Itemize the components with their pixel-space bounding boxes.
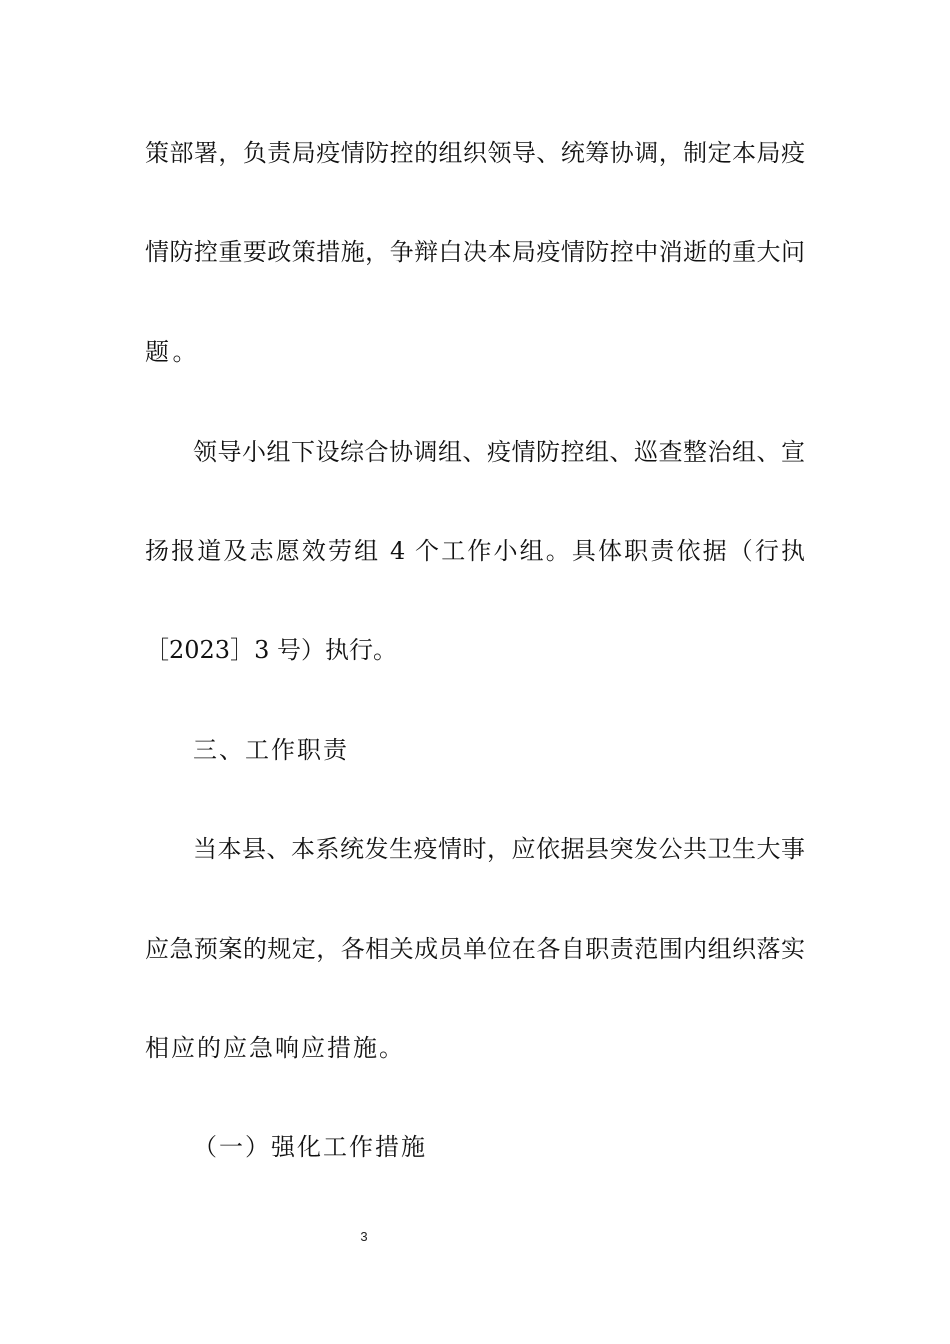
section-heading: 三、工作职责 [193, 736, 349, 764]
paragraph-3-line-1: 当本县、本系统发生疫情时，应依据县突发公共卫生大事 [193, 835, 805, 863]
paragraph-2-line-2: 扬报道及志愿效劳组 4 个工作小组。具体职责依据（行执 [145, 537, 805, 565]
paragraph-1-line-3: 题。 [145, 338, 200, 366]
paragraph-1-line-1: 策部署，负责局疫情防控的组织领导、统筹协调，制定本局疫 [145, 139, 805, 167]
subsection-heading: （一）强化工作措施 [193, 1133, 427, 1161]
page-number: 3 [360, 1229, 368, 1244]
paragraph-2-line-1: 领导小组下设综合协调组、疫情防控组、巡查整治组、宣 [193, 438, 805, 466]
paragraph-3-line-3: 相应的应急响应措施。 [145, 1034, 405, 1062]
paragraph-3-line-2: 应急预案的规定，各相关成员单位在各自职责范围内组织落实 [145, 935, 805, 963]
paragraph-2-line-3: ［2023］3 号）执行。 [145, 636, 397, 664]
paragraph-1-line-2: 情防控重要政策措施，争辩白决本局疫情防控中消逝的重大问 [145, 238, 805, 266]
